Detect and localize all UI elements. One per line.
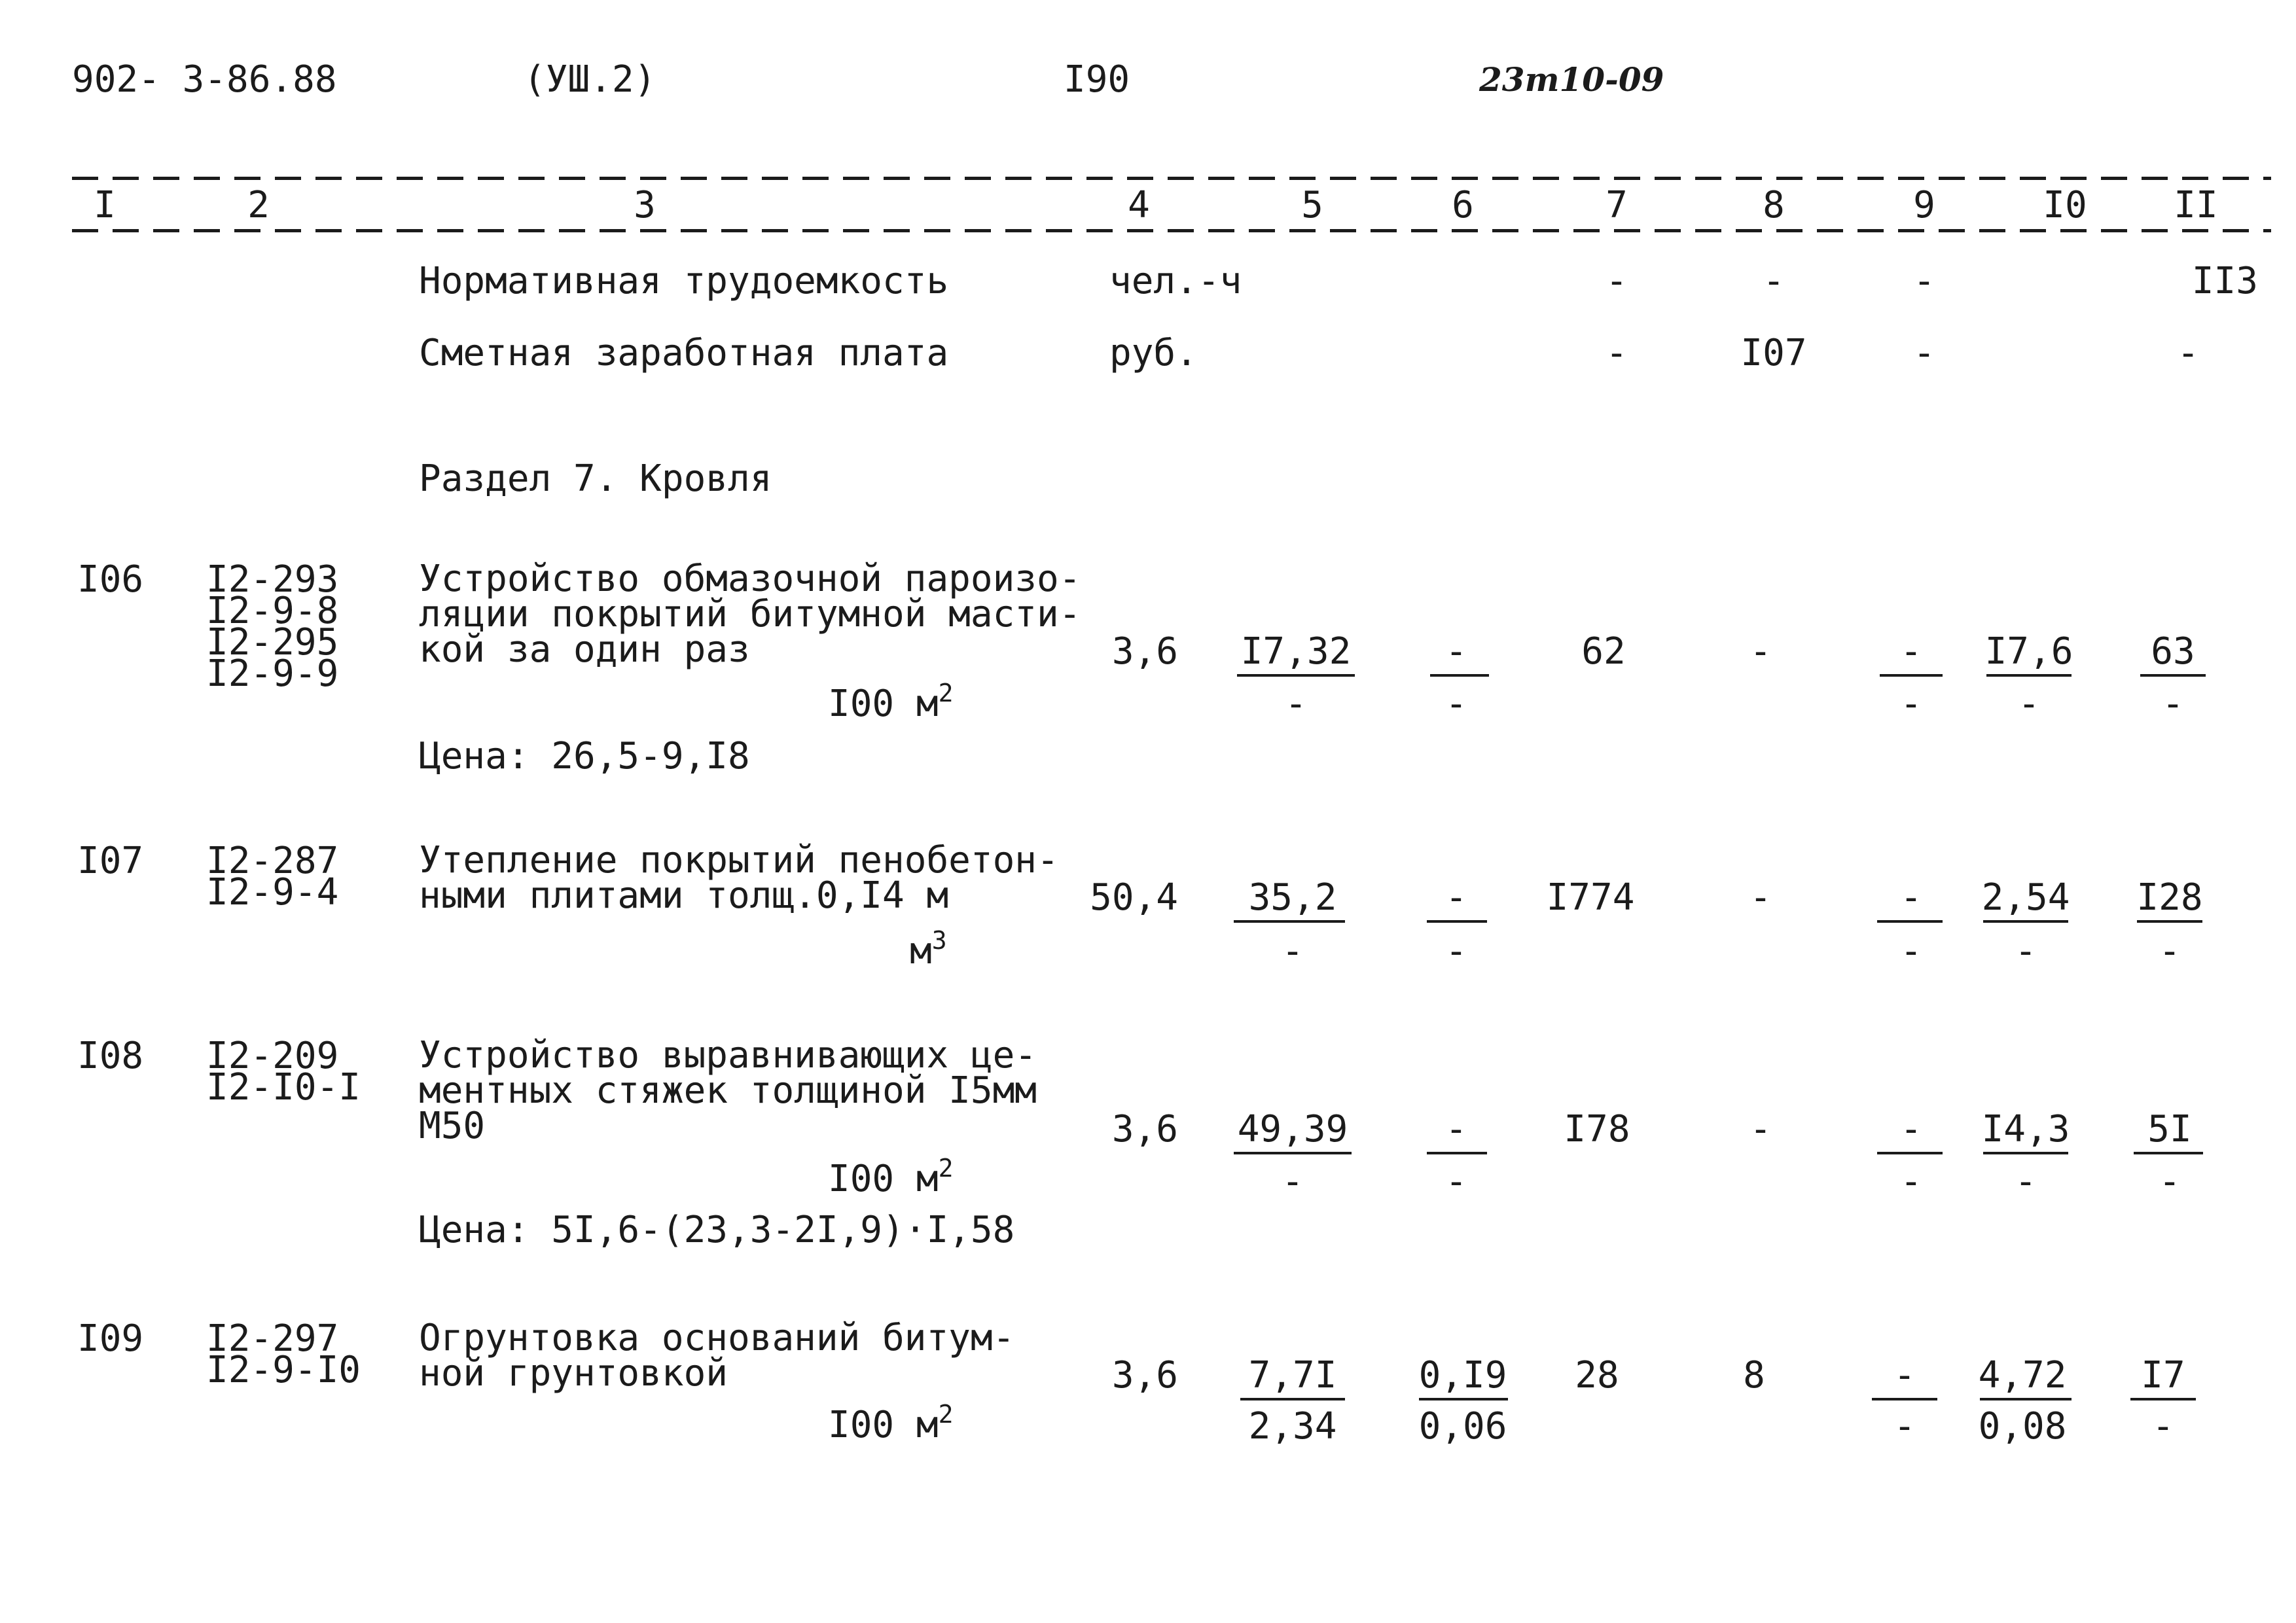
col10-top: I4,3: [1981, 1108, 2070, 1150]
col6-top: 0,I9: [1418, 1354, 1507, 1397]
col5-bottom: -: [1282, 1160, 1304, 1203]
col10-bottom: 0,08: [1978, 1405, 2067, 1448]
col-header-5: 5: [1301, 184, 1323, 226]
col11-bottom: -: [2152, 1405, 2174, 1448]
col8-value: -: [1749, 876, 1772, 919]
col9-underline: [1877, 920, 1943, 923]
col9-underline: [1872, 1398, 1937, 1400]
row-number: I06: [77, 558, 144, 601]
col8-value: 8: [1743, 1354, 1765, 1397]
col9-top: -: [1900, 1108, 1922, 1150]
col9-bottom: -: [1900, 1160, 1922, 1203]
measure-unit: I00 $м^2$: [828, 1154, 954, 1200]
col9-bottom: -: [1893, 1405, 1916, 1448]
handwritten-stamp: 23т10-09: [1479, 60, 1664, 99]
col6-top: -: [1445, 630, 1467, 673]
col5-top: I7,32: [1240, 630, 1352, 673]
summary-unit: руб.: [1109, 332, 1198, 374]
col-header-4: 4: [1128, 184, 1150, 226]
norm-code: I2-I0-I: [206, 1066, 361, 1109]
col6-top: -: [1445, 1108, 1467, 1150]
work-description: Утепление покрытий пенобетон-: [419, 839, 1059, 882]
col-header-6: 6: [1452, 184, 1474, 226]
document-code: 902- 3-86.88: [72, 58, 337, 101]
col-header-10: I0: [2043, 184, 2087, 226]
col9-underline: [1877, 1152, 1943, 1154]
col8-value: -: [1749, 630, 1772, 673]
col6-bottom: 0,06: [1418, 1405, 1507, 1448]
summary-name: Нормативная трудоемкость: [419, 260, 949, 302]
work-description: ными плитами толщ.0,I4 м: [419, 874, 949, 917]
col5-bottom: -: [1285, 683, 1307, 725]
row-number: I08: [77, 1035, 144, 1077]
col9-top: -: [1893, 1354, 1916, 1397]
norm-code: I2-209: [206, 1035, 339, 1077]
header-bottom-rule: [72, 229, 2271, 232]
col6-underline: [1427, 920, 1487, 923]
row-number: I07: [77, 840, 144, 882]
col11-underline: [2134, 1152, 2203, 1154]
work-description: Устройство выравнивающих це-: [419, 1034, 1037, 1077]
col9-underline: [1880, 674, 1943, 677]
col10-bottom: -: [2018, 683, 2040, 725]
price-formula: Цена: 26,5-9,I8: [419, 735, 750, 777]
col5-top: 49,39: [1237, 1108, 1348, 1150]
norm-code: I2-297: [206, 1317, 339, 1360]
col5-top: 7,7I: [1248, 1354, 1337, 1397]
summary-col8: I07: [1740, 332, 1807, 374]
price-formula: Цена: 5I,6-(23,3-2I,9)·I,58: [419, 1209, 1015, 1251]
col6-underline: [1430, 674, 1489, 677]
work-description: ной грунтовкой: [419, 1352, 728, 1395]
col9-bottom: -: [1900, 683, 1922, 725]
col9-bottom: -: [1900, 930, 1922, 972]
col11-top: 5I: [2147, 1108, 2192, 1150]
summary-col9: -: [1913, 332, 1935, 374]
col6-top: -: [1445, 876, 1467, 919]
work-description: М50: [419, 1105, 486, 1147]
col7-value: I774: [1546, 876, 1635, 919]
col11-underline: [2140, 674, 2206, 677]
summary-col7: -: [1605, 332, 1628, 374]
col5-underline: [1234, 920, 1345, 923]
col-header-8: 8: [1763, 184, 1785, 226]
work-description: ляции покрытий битумной масти-: [419, 593, 1081, 635]
col9-top: -: [1900, 876, 1922, 919]
col10-bottom: -: [2015, 1160, 2037, 1203]
norm-code: I2-9-I0: [206, 1349, 361, 1391]
col6-bottom: -: [1445, 683, 1467, 725]
norm-code: I2-9-4: [206, 871, 339, 914]
quantity: 3,6: [1111, 1354, 1178, 1397]
norm-code: I2-9-8: [206, 590, 339, 632]
col7-value: I78: [1564, 1108, 1630, 1150]
summary-name: Сметная заработная плата: [419, 332, 949, 374]
col10-underline: [1983, 920, 2068, 923]
norm-code: I2-295: [206, 621, 339, 664]
col9-top: -: [1900, 630, 1922, 673]
work-description: кой за один раз: [419, 628, 750, 671]
summary-col11: II3: [2191, 260, 2258, 302]
col11-bottom: -: [2162, 683, 2184, 725]
summary-unit: чел.-ч: [1109, 260, 1242, 302]
col11-top: I28: [2136, 876, 2203, 919]
col5-underline: [1240, 1398, 1345, 1400]
col10-top: 2,54: [1981, 876, 2070, 919]
measure-unit: $м^3$: [910, 926, 947, 972]
col5-bottom: -: [1282, 930, 1304, 972]
col11-top: I7: [2141, 1354, 2185, 1397]
work-description: Огрунтовка оснований битум-: [419, 1317, 1015, 1359]
col10-underline: [1983, 1152, 2068, 1154]
col-header-11: II: [2174, 184, 2218, 226]
quantity: 3,6: [1111, 1108, 1178, 1150]
col11-top: 63: [2151, 630, 2195, 673]
section-code: (УШ.2): [524, 58, 656, 101]
col10-underline: [1980, 1398, 2072, 1400]
norm-code: I2-9-9: [206, 652, 339, 695]
col10-bottom: -: [2015, 930, 2037, 972]
summary-col7: -: [1605, 260, 1628, 302]
summary-col9: -: [1913, 260, 1935, 302]
col11-bottom: -: [2159, 1160, 2181, 1203]
col10-underline: [1986, 674, 2072, 677]
col11-underline: [2137, 920, 2202, 923]
col6-underline: [1427, 1152, 1487, 1154]
measure-unit: I00 $м^2$: [828, 679, 954, 725]
col7-value: 62: [1581, 630, 1626, 673]
quantity: 3,6: [1111, 630, 1178, 673]
col6-underline: [1419, 1398, 1508, 1400]
quantity: 50,4: [1090, 876, 1178, 919]
col-header-2: 2: [247, 184, 270, 226]
col5-underline: [1234, 1152, 1352, 1154]
col-header-9: 9: [1913, 184, 1935, 226]
col5-bottom: 2,34: [1248, 1405, 1337, 1448]
work-description: Устройство обмазочной пароизо-: [419, 558, 1081, 600]
header-top-rule: [72, 177, 2271, 180]
work-description: ментных стяжек толщиной I5мм: [419, 1069, 1037, 1112]
col-header-1: I: [94, 184, 116, 226]
norm-code: I2-287: [206, 840, 339, 882]
col-header-7: 7: [1605, 184, 1628, 226]
col8-value: -: [1749, 1108, 1772, 1150]
col-header-3: 3: [634, 184, 656, 226]
page-number: I90: [1064, 58, 1130, 101]
measure-unit: I00 $м^2$: [828, 1400, 954, 1446]
col11-underline: [2130, 1398, 2196, 1400]
col5-top: 35,2: [1248, 876, 1337, 919]
col6-bottom: -: [1445, 1160, 1467, 1203]
norm-code: I2-293: [206, 558, 339, 601]
summary-col11: -: [2177, 332, 2199, 374]
col10-top: I7,6: [1984, 630, 2073, 673]
col7-value: 28: [1575, 1354, 1619, 1397]
col5-underline: [1237, 674, 1355, 677]
col6-bottom: -: [1445, 930, 1467, 972]
section-title: Раздел 7. Кровля: [419, 457, 772, 500]
summary-col8: -: [1763, 260, 1785, 302]
col10-top: 4,72: [1978, 1354, 2067, 1397]
row-number: I09: [77, 1317, 144, 1360]
col11-bottom: -: [2159, 930, 2181, 972]
